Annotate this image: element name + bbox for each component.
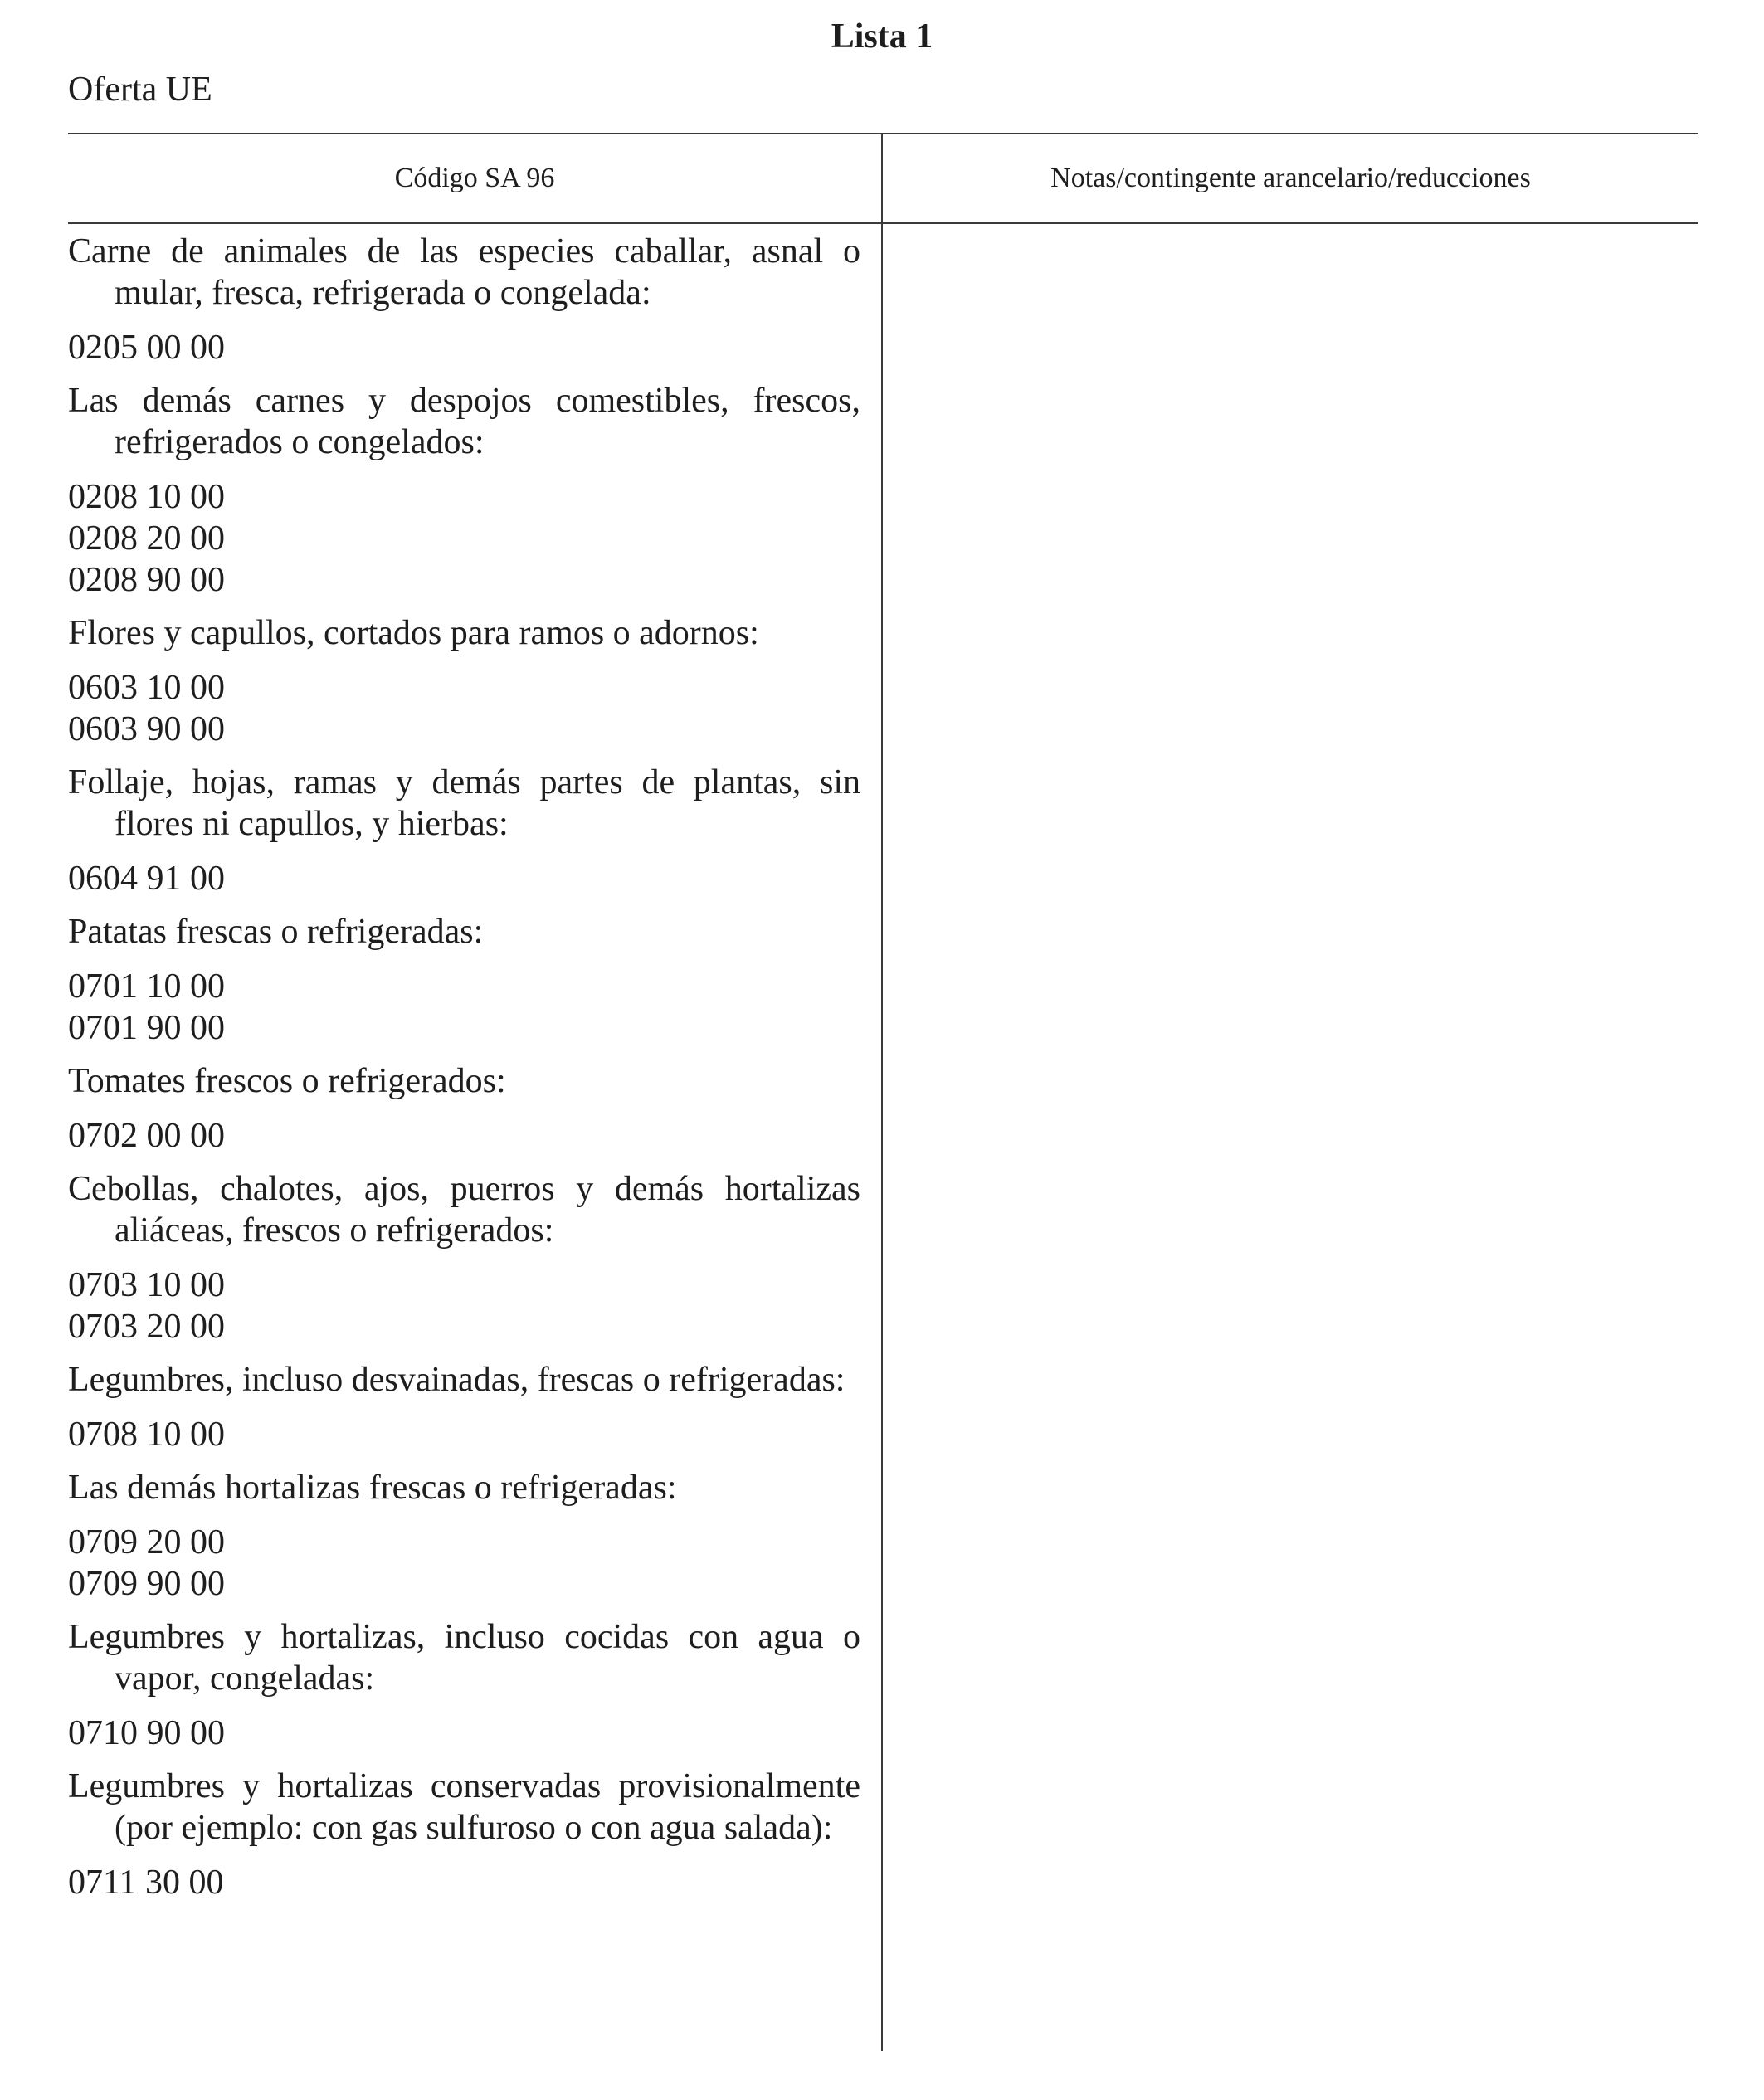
entry-codes <box>68 667 860 750</box>
hs-code: 0208 90 00 <box>68 561 225 599</box>
tariff-entry <box>68 1467 860 1605</box>
entry-description: Patatas frescas o refrigeradas: <box>68 913 484 951</box>
code-column <box>68 231 860 1915</box>
column-divider <box>881 134 883 2051</box>
hs-code: 0603 90 00 <box>68 710 225 748</box>
tariff-entry <box>68 1766 860 1903</box>
hs-code: 0703 10 00 <box>68 1266 225 1304</box>
hs-code: 0709 90 00 <box>68 1565 225 1603</box>
entry-codes <box>68 1414 860 1455</box>
hs-code: 0703 20 00 <box>68 1308 225 1346</box>
entry-codes <box>68 1522 860 1605</box>
tariff-entry <box>68 380 860 601</box>
entry-codes <box>68 1713 860 1754</box>
hs-code: 0711 30 00 <box>68 1864 224 1902</box>
hs-code: 0701 10 00 <box>68 967 225 1006</box>
hs-code: 0603 10 00 <box>68 669 225 707</box>
tariff-entry <box>68 612 860 750</box>
entry-description: Cebollas, chalotes, ajos, puerros y demás hortalizas aliáceas, frescos o refrigerados: <box>68 1170 860 1250</box>
entry-description: Carne de animales de las especies caballar, asnal o mular, fresca, refrigerada o congelada: <box>68 232 860 312</box>
column-header-notes: Notas/contingente arancelario/reducciones <box>1050 163 1531 193</box>
page-title: Lista 1 <box>831 17 933 56</box>
tariff-entry <box>68 1616 860 1754</box>
entry-description: Legumbres y hortalizas conservadas provisionalmente (por ejemplo: con gas sulfuroso o con agua salada): <box>68 1767 860 1847</box>
entry-codes <box>68 476 860 601</box>
column-header-code: Código SA 96 <box>394 163 555 193</box>
entry-codes <box>68 1115 860 1157</box>
hs-code: 0708 10 00 <box>68 1415 225 1454</box>
hs-code: 0604 91 00 <box>68 860 225 898</box>
entry-description: Las demás hortalizas frescas o refrigeradas: <box>68 1469 677 1507</box>
entry-codes <box>68 1264 860 1347</box>
hs-code: 0701 90 00 <box>68 1009 225 1047</box>
entry-codes <box>68 327 860 368</box>
entry-description: Legumbres y hortalizas, incluso cocidas con agua o vapor, congeladas: <box>68 1618 860 1698</box>
tariff-entry <box>68 1060 860 1157</box>
entry-description: Tomates frescos o refrigerados: <box>68 1062 506 1100</box>
hs-code: 0208 10 00 <box>68 478 225 516</box>
entry-codes <box>68 1862 860 1903</box>
header-bottom-rule <box>68 222 1698 224</box>
entry-description: Flores y capullos, cortados para ramos o adornos: <box>68 614 759 652</box>
hs-code: 0709 20 00 <box>68 1523 225 1562</box>
tariff-entry <box>68 231 860 368</box>
entry-description: Legumbres, incluso desvainadas, frescas o refrigeradas: <box>68 1361 845 1399</box>
tariff-entry <box>68 911 860 1049</box>
entry-description: Las demás carnes y despojos comestibles, frescos, refrigerados o congelados: <box>68 382 860 461</box>
hs-code: 0710 90 00 <box>68 1714 225 1752</box>
entry-description: Follaje, hojas, ramas y demás partes de plantas, sin flores ni capullos, y hierbas: <box>68 763 860 843</box>
hs-code: 0205 00 00 <box>68 329 225 367</box>
hs-code: 0702 00 00 <box>68 1117 225 1155</box>
tariff-entry <box>68 1168 860 1347</box>
hs-code: 0208 20 00 <box>68 519 225 558</box>
tariff-entry <box>68 1359 860 1455</box>
entry-codes <box>68 858 860 899</box>
page-subtitle: Oferta UE <box>68 71 212 109</box>
tariff-entry <box>68 762 860 899</box>
entry-codes <box>68 966 860 1049</box>
